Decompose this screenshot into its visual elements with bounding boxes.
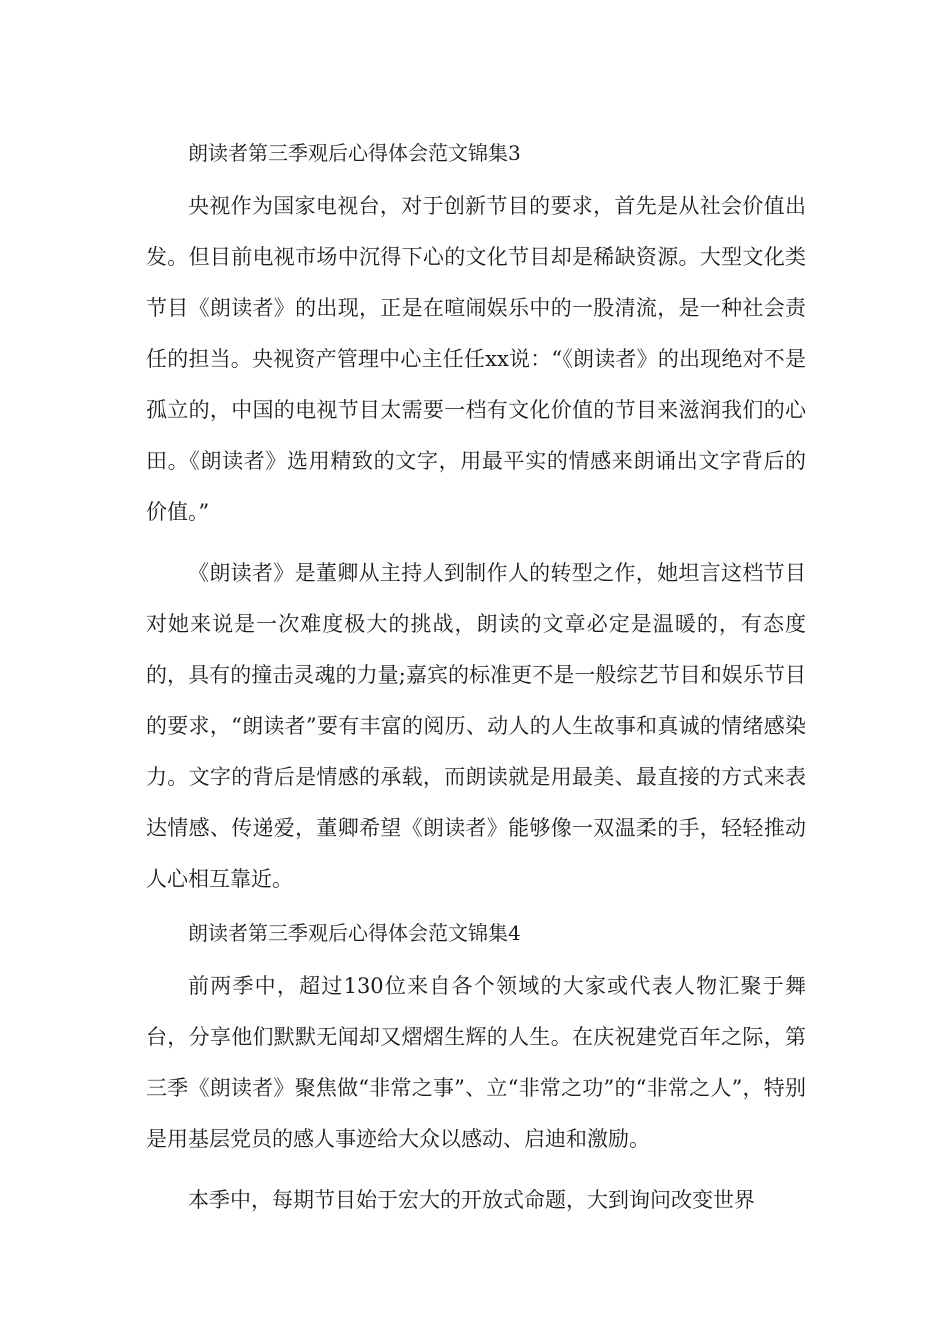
- paragraph: 《朗读者》是董卿从主持人到制作人的转型之作，她坦言这档节目对她来说是一次难度极大的挑战，朗读的文章必定是温暖的，有态度的，具有的撞击灵魂的力量;嘉宾的标准更不是一般综艺节目和娱乐节目的要求，“朗读者”要有丰富的阅历、动人的人生故事和真诚的情绪感染力。文字的背后是情感的承载，而朗读就是用最美、最直接的方式来表达情感、传递爱，董卿希望《朗读者》能够像一双温柔的手，轻轻推动人心相互靠近。: [146, 561, 806, 891]
- document-page: [146, 131, 806, 1226]
- section-heading-4: 朗读者第三季观后心得体会范文锦集4: [188, 921, 521, 945]
- paragraph: 本季中，每期节目始于宏大的开放式命题，大到询问改变世界: [188, 1188, 755, 1212]
- paragraph: 前两季中，超过130位来自各个领域的大家或代表人物汇聚于舞台，分享他们默默无闻却又熠熠生辉的人生。在庆祝建党百年之际，第三季《朗读者》聚焦做“非常之事”、立“非常之功”的“非常之人”，特别是用基层党员的感人事迹给大众以感动、启迪和激励。: [146, 974, 806, 1151]
- section-heading-3: 朗读者第三季观后心得体会范文锦集3: [188, 141, 521, 165]
- paragraph: 央视作为国家电视台，对于创新节目的要求，首先是从社会价值出发。但目前电视市场中沉得下心的文化节目却是稀缺资源。大型文化类节目《朗读者》的出现，正是在喧闹娱乐中的一股清流，是一种社会责任的担当。央视资产管理中心主任任xx说：“《朗读者》的出现绝对不是孤立的，中国的电视节目太需要一档有文化价值的节目来滋润我们的心田。《朗读者》选用精致的文字，用最平实的情感来朗诵出文字背后的价值。”: [146, 194, 806, 524]
